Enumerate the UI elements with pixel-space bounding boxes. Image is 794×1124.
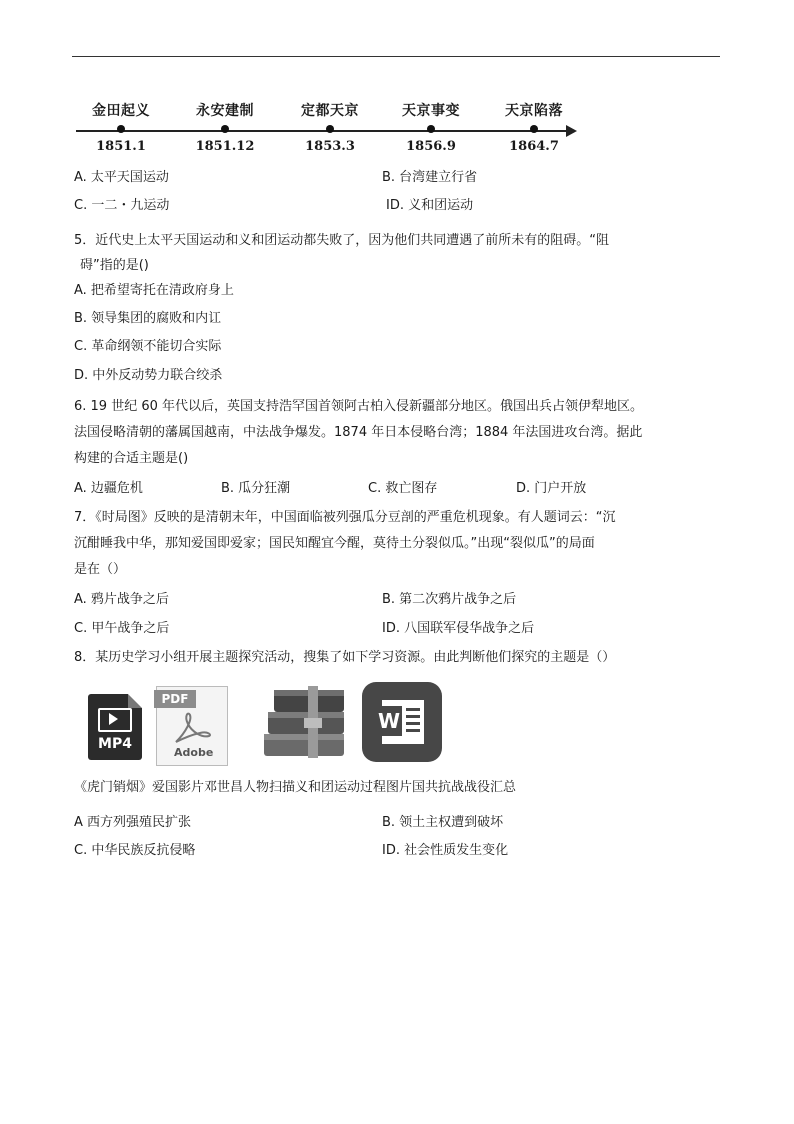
- q7-stem-line: 是在（）: [74, 562, 127, 577]
- q7-option-b: B. 第二次鸦片战争之后: [382, 592, 517, 607]
- event-dot: [326, 125, 334, 133]
- word-letter: W: [376, 706, 402, 736]
- event-label: 永安建制: [196, 103, 254, 119]
- event-label: 金田起义: [92, 103, 150, 119]
- q6-stem-line: 6. 19 世纪 60 年代以后，英国支持浩罕国首领阿古柏入侵新疆部分地区。俄国出兵占领伊犁地区。: [74, 399, 644, 414]
- event-date: 1853.3: [305, 139, 355, 154]
- event-date: 1856.9: [406, 139, 456, 154]
- timeline-event: [180, 100, 270, 154]
- q6-option-b: B. 瓜分狂潮: [221, 481, 291, 496]
- q4-option-a: A. 太平天国运动: [74, 170, 169, 185]
- word-file-icon: [362, 682, 444, 764]
- event-label: 定都天京: [301, 103, 359, 119]
- q8-option-b: B. 领土主权遭到破坏: [382, 815, 504, 830]
- pdf-brand: Adobe: [174, 746, 214, 759]
- event-label: 天京陷落: [505, 103, 563, 119]
- timeline-event: [489, 100, 579, 154]
- event-date: 1851.12: [195, 139, 255, 154]
- event-label: 天京事变: [402, 103, 460, 119]
- mp4-label: MP4: [98, 736, 132, 752]
- q6-option-a: A. 边疆危机: [74, 481, 143, 496]
- q8-option-a: A 西方列强殖民扩张: [74, 815, 192, 830]
- q7-option-c: C. 甲午战争之后: [74, 621, 170, 636]
- q4-option-c: C. 一二・九运动: [74, 198, 170, 213]
- q8-option-c: C. 中华民族反抗侵略: [74, 843, 196, 858]
- q8-icon-caption: 《虎门销烟》爱国影片邓世昌人物扫描义和团运动过程图片国共抗战战役汇总: [74, 780, 517, 795]
- event-date: 1864.7: [509, 139, 559, 154]
- pdf-tab: PDF: [154, 690, 196, 708]
- q6-stem-line: 构建的合适主题是(): [74, 451, 189, 466]
- timeline-event: [285, 100, 375, 154]
- q4-option-b: B. 台湾建立行省: [382, 170, 478, 185]
- q6-stem-line: 法国侵略清朝的藩属国越南，中法战争爆发。1874 年日本侵略台湾；1884 年法国进攻台湾。据此: [74, 425, 643, 440]
- q7-option-a: A. 鸦片战争之后: [74, 592, 169, 607]
- q5-option-a: A. 把希望寄托在清政府身上: [74, 283, 234, 298]
- event-dot: [221, 125, 229, 133]
- adobe-swirl-icon: [172, 712, 212, 746]
- q8-option-d: ID. 社会性质发生变化: [382, 843, 509, 858]
- q5-stem-line: 碍”指的是(): [80, 258, 149, 273]
- q5-option-c: C. 革命纲领不能切合实际: [74, 339, 222, 354]
- q8-stem-line: 8．某历史学习小组开展主题探究活动，搜集了如下学习资源。由此判断他们探究的主题是（）: [74, 650, 616, 665]
- q6-option-d: D. 门户开放: [516, 481, 587, 496]
- event-dot: [117, 125, 125, 133]
- timeline-event: [386, 100, 476, 154]
- event-dot: [530, 125, 538, 133]
- archive-file-icon: [260, 682, 350, 762]
- header-rule: [72, 56, 720, 57]
- q7-option-d: ID. 八国联军侵华战争之后: [382, 621, 535, 636]
- pdf-file-icon: [154, 682, 230, 762]
- q7-stem-line: 沉酣睡我中华，那知爱国即爱家；国民知醒宜今醒，莫待土分裂似瓜。”出现“裂似瓜”的局面: [74, 536, 595, 551]
- mp4-file-icon: [84, 682, 146, 762]
- q7-stem-line: 7．《时局图》反映的是清朝末年，中国面临被列强瓜分豆剖的严重危机现象。有人题词云：“沉: [74, 510, 616, 525]
- q4-option-d: ID. 义和团运动: [386, 198, 474, 213]
- taiping-timeline: [76, 100, 580, 160]
- q5-option-d: D. 中外反动势力联合绞杀: [74, 368, 223, 383]
- event-dot: [427, 125, 435, 133]
- q6-option-c: C. 救亡图存: [368, 481, 438, 496]
- q5-stem-line: 5．近代史上太平天国运动和义和团运动都失败了，因为他们共同遭遇了前所未有的阻碍。“阻: [74, 233, 610, 248]
- q5-option-b: B. 领导集团的腐败和内讧: [74, 311, 222, 326]
- event-date: 1851.1: [96, 139, 146, 154]
- timeline-event: [76, 100, 166, 154]
